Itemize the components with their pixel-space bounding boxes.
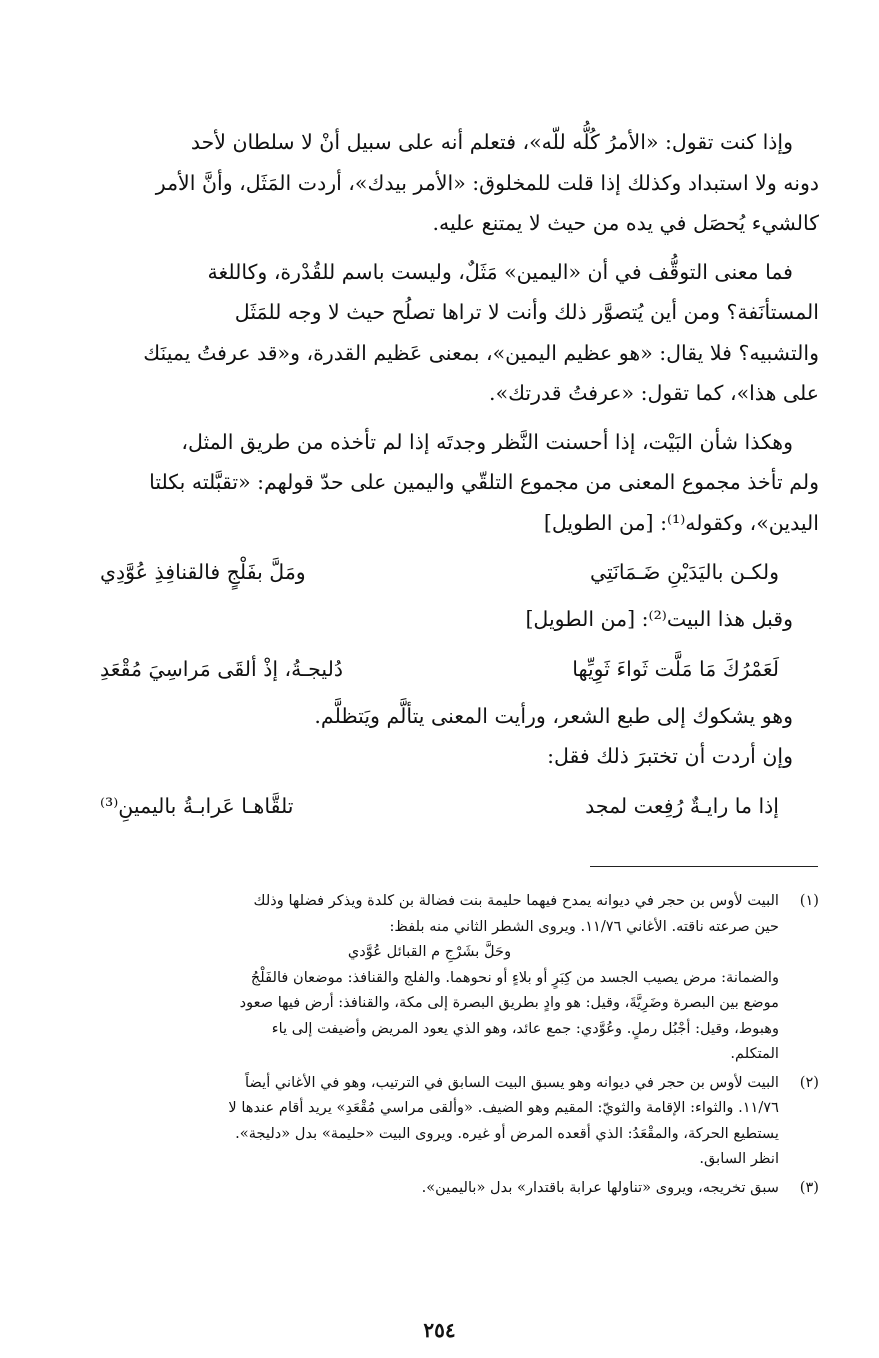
footnote-body xyxy=(40,1175,779,1201)
verse-1-second-hemistich: ومَلَّ بفَلْجٍ فالقنافِذِ عُوَّدِي xyxy=(100,560,306,584)
verse-2-first-hemistich: لَعَمْرُكَ مَا مَلَّت ثَواءَ ثَوِيِّها xyxy=(572,656,779,681)
verse-2-intro xyxy=(40,599,819,640)
verse-2 xyxy=(40,648,819,690)
text-line: ولم تأخذ مجموع المعنى من مجموع التلقّي واليمين على حدّ قولهم: «تقبَّلته بكلتا xyxy=(149,470,819,494)
verse-2-second-hemistich: دُليجـةُ، إذْ ألقَى مَراسِيَ مُقْعَدِ xyxy=(100,656,343,681)
footnote-line: موضع بين البصرة وضَرِيَّةَ، وقيل: هو وادٍ بطريق البصرة إلى مكة، والقنافذ: أرض فيها صعود xyxy=(239,994,779,1011)
paragraph-4 xyxy=(40,696,819,777)
paragraph-1 xyxy=(40,122,819,244)
text-line: كالشيء يُحصَل في يده من حيث لا يمتنع عليه. xyxy=(432,211,819,235)
text-line: فما معنى التوقُّف في أن «اليمين» مَثَلٌ، وليست باسم للقُدْرة، وكاللغة xyxy=(207,259,793,284)
verse-3-second-hemistich: تلقَّاهـا عَرابـةُ باليمينِ⁽³⁾ xyxy=(100,793,294,818)
footnotes xyxy=(40,888,819,1203)
footnote-line: يستطيع الحركة، والمقْعَدُ: الذي أقعده المرض أو غيره. ويروى البيت «حليمة» بدل «دليجة». xyxy=(235,1124,779,1142)
footnote-line: البيت لأوس بن حجر في ديوانه وهو يسبق البيت السابق في الترتيب، وهو في الأغاني أيضاً xyxy=(245,1073,779,1091)
footnote-3 xyxy=(40,1175,819,1201)
text-line: اليدين»، وكقوله⁽¹⁾: [من الطويل] xyxy=(543,510,819,535)
page-number: ٢٥٤ xyxy=(423,1318,456,1342)
footnote-line: سبق تخريجه، ويروى «تناولها عرابة باقتدار» بدل «باليمين». xyxy=(421,1178,779,1196)
footnote-line: المتكلم. xyxy=(730,1045,779,1062)
footnote-number: (٣) xyxy=(799,1178,819,1196)
text-line: وهو يشكوك إلى طبع الشعر، ورأيت المعنى يتألَّم ويَتظلَّم. xyxy=(314,703,793,728)
text-line: وقبل هذا البيت⁽²⁾: [من الطويل] xyxy=(525,607,793,631)
footnote-line: وهبوط، وقيل: أجْبُل رملٍ. وعُوَّدي: جمع عائد، وهو الذي يعود المريض وأضيفت إلى ياء xyxy=(271,1019,779,1037)
verse-1-first-hemistich: ولكـن باليَدَيْنِ ضَـمَانَتِي xyxy=(589,560,779,584)
paragraph-2 xyxy=(40,252,819,414)
footnote-line: انظر السابق. xyxy=(699,1150,779,1167)
verse-3-first-hemistich: إذا ما رايـةٌ رُفِعت لمجد xyxy=(585,793,779,818)
footnote-number: (٢) xyxy=(799,1073,819,1091)
text-line: على هذا»، كما تقول: «عرفتُ قدرتك». xyxy=(489,381,819,405)
text-line: وهكذا شأن البَيْت، إذا أحسنت النَّظر وجدتَه إذا لم تأخذه من طريق المثل، xyxy=(181,429,793,454)
footnote-line: حين صرعته ناقته. الأغاني ١١/٧٦. ويروى الشطر الثاني منه بلفظ: xyxy=(389,917,779,935)
text-line: دونه ولا استبداد وكذلك إذا قلت للمخلوق: «الأمر بيدك»، أردت المَثَل، وأنَّ الأمر xyxy=(155,170,819,195)
footnote-verse: وحَلَّ بشَرْجِ م القبائل عُوَّدي xyxy=(347,943,512,960)
text-line: وإذا كنت تقول: «الأمرُ كُلُّه للّه»، فتعلم أنه على سبيل أنْ لا سلطان لأحد xyxy=(190,130,793,154)
footnote-separator xyxy=(590,866,818,867)
footnote-body xyxy=(40,888,779,1067)
text-line: وإن أردت أن تختبرَ ذلك فقل: xyxy=(547,744,793,768)
verse-1 xyxy=(40,551,819,593)
footnote-1 xyxy=(40,888,819,1067)
footnote-body xyxy=(40,1070,779,1172)
footnote-line: ١١/٧٦. والثواء: الإقامة والثويّ: المقيم وهو الضيف. «وألقى مراسي مُقْعَدِ» يريد أقام عندها لا xyxy=(228,1099,779,1116)
footnote-line: البيت لأوس بن حجر في ديوانه يمدح فيهما حليمة بنت فضالة بن كلدة ويذكر فضلها وذلك xyxy=(253,892,779,909)
main-text xyxy=(40,122,819,833)
text-line: والتشبيه؟ فلا يقال: «هو عظيم اليمين»، بمعنى عَظيم القدرة، و«قد عرفتُ يمينَك xyxy=(143,340,819,365)
verse-3 xyxy=(40,785,819,827)
footnote-2 xyxy=(40,1070,819,1172)
footnote-line: والضمانة: مرض يصيب الجسد من كِبَرٍ أو بلاءٍ أو نحوهما. والفلج والقنافذ: موضعان فالفَلْجُ xyxy=(250,968,779,986)
text-line: المستأنَفة؟ ومن أين يُتصوَّر ذلك وأنت لا تراها تصلُح حيث لا وجه للمَثَل xyxy=(234,300,819,324)
footnote-number: (١) xyxy=(799,892,819,909)
paragraph-3 xyxy=(40,422,819,544)
